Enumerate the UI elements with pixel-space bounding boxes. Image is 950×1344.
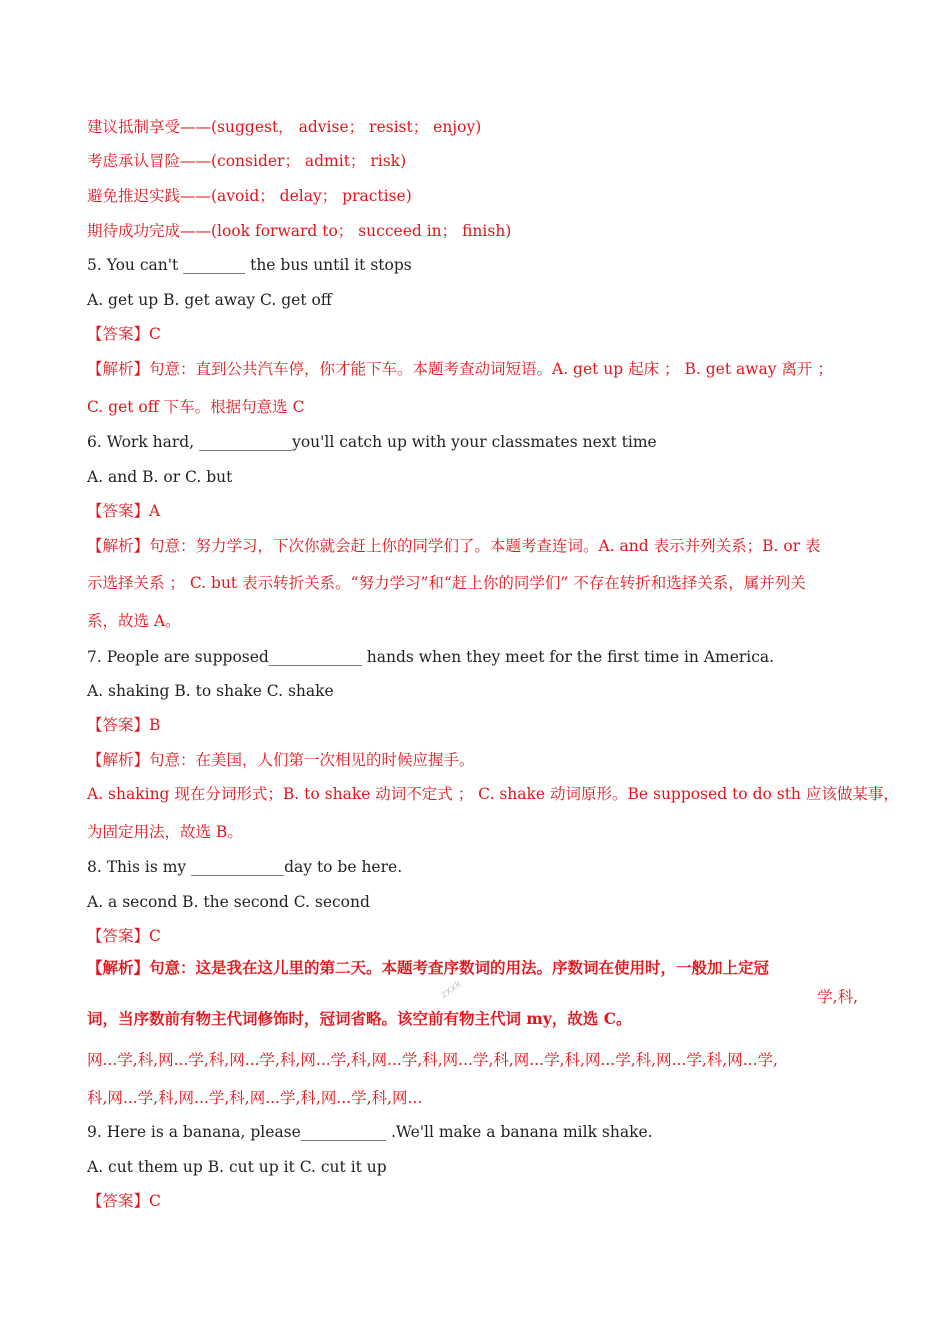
analysis-7: A. shaking 现在分词形式；B. to shake 动词不定式 ； C. shake 动词原形。Be supposed to do sth 应该做某事，	[87, 785, 899, 803]
analysis-8: 【解析】句意：这是我在这儿里的第二天。本题考查序数词的用法。序数词在使用时，一般加上定冠	[87, 958, 770, 977]
analysis-8-fragment: 学,科,	[817, 988, 858, 1006]
analysis-7: 为固定用法，故选 B。	[87, 823, 243, 841]
analysis-7: 【解析】句意：在美国，人们第一次相见的时候应握手。	[87, 751, 475, 769]
question-5: 5. You can't ________ the bus until it stops	[87, 256, 412, 274]
watermark-text-line: 网...学,科,网...学,科,网...学,科,网...学,科,网...学,科,网...学,科,网...学,科,网...学,科,网...学,科,网...学,	[87, 1051, 778, 1069]
answer-5: 【答案】C	[87, 325, 161, 343]
options-5: A. get up B. get away C. get off	[87, 291, 332, 309]
options-9: A. cut them up B. cut up it C. cut it up	[87, 1158, 387, 1176]
analysis-5: C. get off 下车。根据句意选 C	[87, 398, 305, 416]
question-9: 9. Here is a banana, please___________ .We'll make a banana milk shake.	[87, 1123, 653, 1141]
question-6: 6. Work hard, ____________you'll catch up with your classmates next time	[87, 433, 657, 451]
mnemonic-line: 避免推迟实践——(avoid； delay； practise)	[87, 187, 412, 205]
answer-9: 【答案】C	[87, 1192, 161, 1210]
analysis-8: 词，当序数前有物主代词修饰时，冠词省略。该空前有物主代词 my，故选 C。	[87, 1009, 632, 1028]
analysis-6: 示选择关系 ； C. but 表示转折关系。“努力学习”和“赶上你的同学们” 不存在转折和选择关系，属并列关	[87, 574, 806, 592]
mnemonic-line: 建议抵制享受——(suggest， advise； resist； enjoy)	[87, 118, 482, 136]
options-8: A. a second B. the second C. second	[87, 893, 370, 911]
answer-6: 【答案】A	[87, 502, 161, 520]
question-7: 7. People are supposed____________ hands when they meet for the first time in America.	[87, 648, 775, 666]
analysis-5: 【解析】句意：直到公共汽车停，你才能下车。本题考查动词短语。A. get up 起床 ； B. get away 离开 ；	[87, 360, 833, 378]
mnemonic-line: 期待成功完成——(look forward to； succeed in； finish)	[87, 222, 512, 240]
watermark-logo: zxxk	[438, 978, 464, 1001]
mnemonic-line: 考虑承认冒险——(consider； admit； risk)	[87, 152, 407, 170]
question-8: 8. This is my ____________day to be here.	[87, 858, 403, 876]
answer-7: 【答案】B	[87, 716, 161, 734]
options-7: A. shaking B. to shake C. shake	[87, 682, 334, 700]
analysis-6: 【解析】句意：努力学习，下次你就会赶上你的同学们了。本题考查连词。A. and 表示并列关系；B. or 表	[87, 537, 821, 555]
analysis-6: 系，故选 A。	[87, 612, 181, 630]
answer-8: 【答案】C	[87, 927, 161, 945]
watermark-text-line: 科,网...学,科,网...学,科,网...学,科,网...学,科,网...	[87, 1089, 423, 1107]
options-6: A. and B. or C. but	[87, 468, 233, 486]
